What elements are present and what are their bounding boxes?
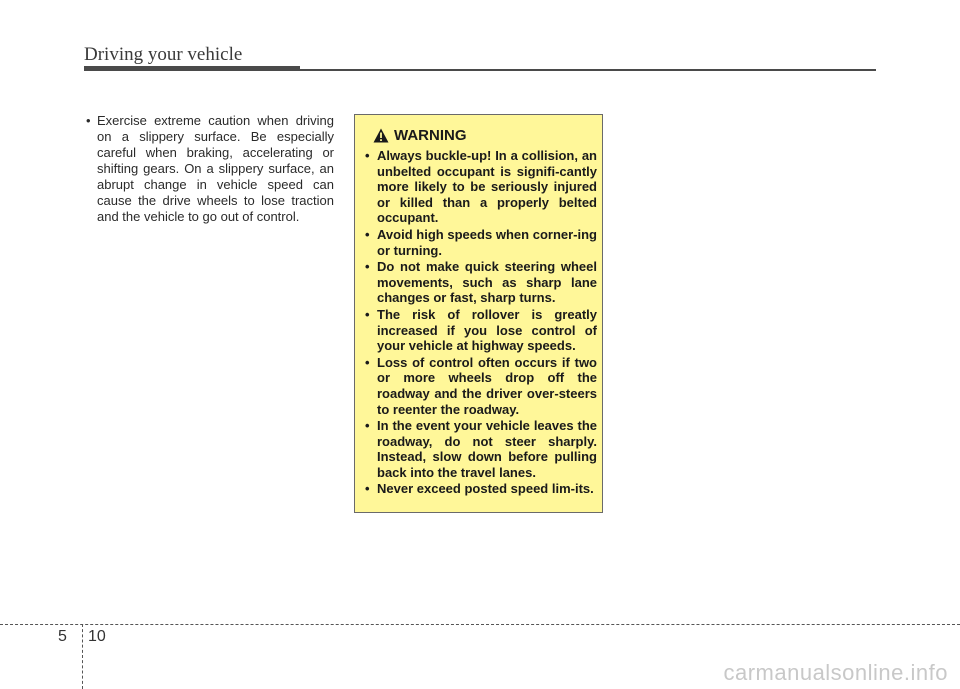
list-item	[365, 148, 597, 226]
chapter-number: 5	[58, 628, 67, 645]
footer-divider-vertical	[82, 624, 83, 689]
list-item	[365, 418, 597, 480]
bullet-dot: •	[365, 259, 370, 275]
warning-box	[354, 114, 603, 513]
list-item	[86, 113, 334, 225]
list-item	[365, 227, 597, 258]
warning-item-text: Avoid high speeds when corner-ing or turning.	[377, 226, 597, 258]
page-title: Driving your vehicle	[84, 44, 243, 65]
list-item	[365, 355, 597, 417]
list-item	[365, 307, 597, 354]
bullet-dot: •	[365, 306, 370, 322]
body-text	[86, 113, 334, 225]
warning-list	[365, 148, 597, 497]
list-item	[365, 259, 597, 306]
body-paragraph: Exercise extreme caution when driving on a slippery surface. Be especially careful when braking, accelerating or shifting gears. On a slippery surface, an abrupt change in vehicle speed can cause the drive wheels to lose traction and the vehicle to go out of control.	[97, 113, 334, 224]
footer-divider-horizontal	[0, 624, 960, 625]
bullet-dot: •	[365, 418, 370, 434]
warning-item-text: In the event your vehicle leaves the roadway, do not steer sharply. Instead, slow down before pulling back into the travel lanes.	[377, 418, 597, 480]
warning-item-text: Loss of control often occurs if two or more wheels drop off the roadway and the driver over-steers to reenter the roadway.	[377, 354, 597, 417]
bullet-dot: •	[365, 226, 370, 242]
warning-item-text: Never exceed posted speed lim-its.	[377, 481, 594, 497]
header-rule-thick	[84, 66, 300, 71]
warning-triangle-icon	[373, 128, 389, 143]
header-rule-thin	[300, 69, 876, 71]
warning-title: WARNING	[394, 127, 467, 144]
warning-item-text: Always buckle-up! In a collision, an unbelted occupant is signifi-cantly more likely to be seriously injured or killed than a properly belted occupant.	[377, 148, 597, 226]
bullet-dot: •	[86, 113, 91, 128]
bullet-dot: •	[365, 148, 370, 163]
bullet-dot: •	[365, 481, 370, 497]
watermark: carmanualsonline.info	[723, 660, 948, 685]
bullet-dot: •	[365, 354, 370, 370]
warning-header	[373, 127, 597, 144]
warning-item-text: The risk of rollover is greatly increased if you lose control of your vehicle at highway speeds.	[377, 306, 597, 354]
warning-item-text: Do not make quick steering wheel movements, such as sharp lane changes or fast, sharp turns.	[377, 259, 597, 306]
page-number: 10	[88, 628, 106, 645]
list-item	[365, 481, 597, 497]
